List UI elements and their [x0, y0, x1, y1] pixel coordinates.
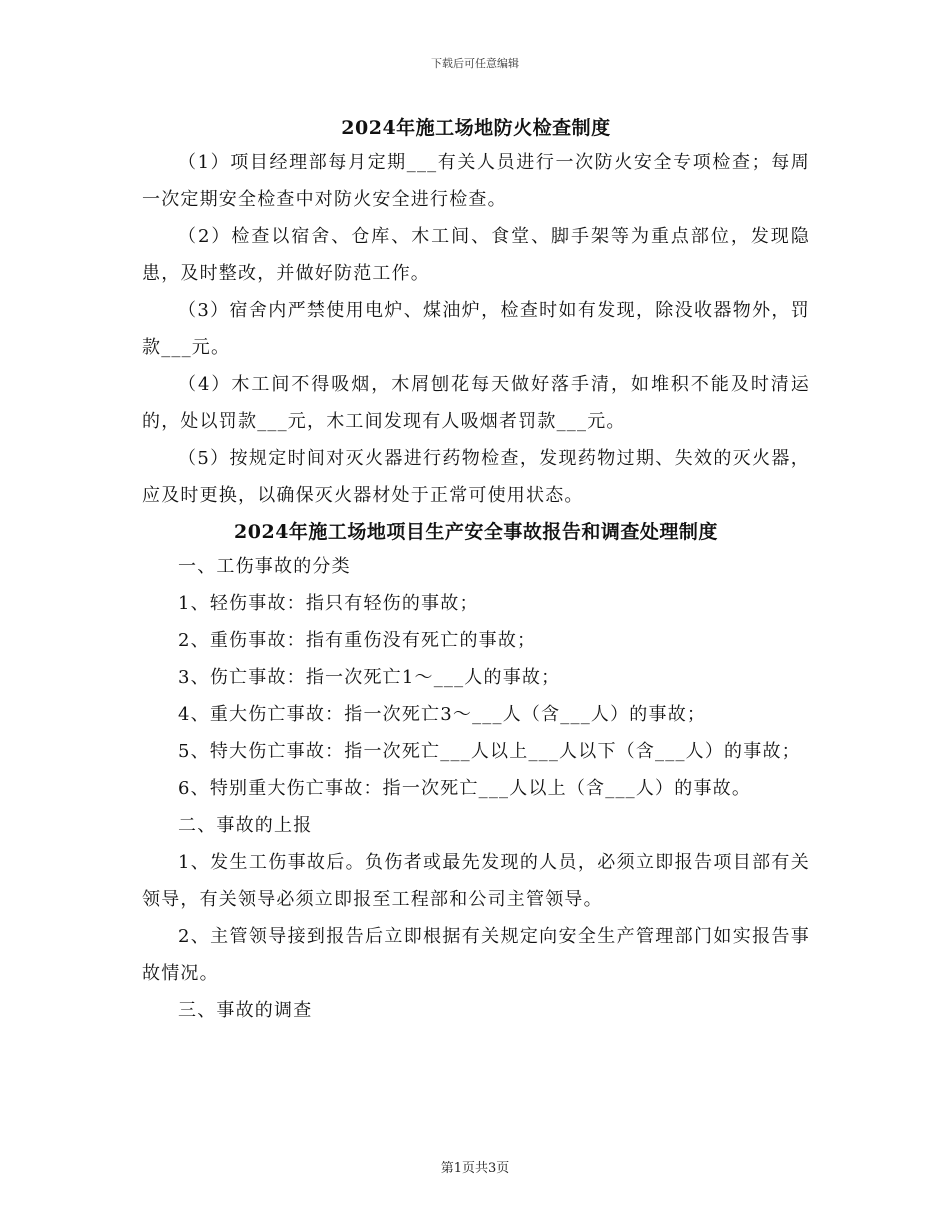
- section-1-paragraph: （2）检查以宿舍、仓库、木工间、食堂、脚手架等为重点部位，发现隐患，及时整改，并做好防范工作。: [142, 226, 810, 284]
- section-2-paragraph: 3、伤亡事故：指一次死亡1～___人的事故；: [178, 667, 561, 688]
- section-2-paragraph: 2、重伤事故：指有重伤没有死亡的事故；: [178, 630, 537, 651]
- section-1-paragraph: （1）项目经理部每月定期___有关人员进行一次防火安全专项检查；每周一次定期安全检查中对防火安全进行检查。: [142, 152, 810, 210]
- page-footer: 第1页共3页: [440, 1161, 510, 1176]
- section-1-paragraph: （3）宿舍内严禁使用电炉、煤油炉，检查时如有发现，除没收器物外，罚款___元。: [142, 300, 810, 358]
- document-body: [142, 112, 810, 1029]
- page-header: 下载后可任意编辑: [431, 57, 519, 70]
- section-2-heading: 二、事故的上报: [178, 815, 313, 836]
- section-2-paragraph: 2、主管领导接到报告后立即根据有关规定向安全生产管理部门如实报告事故情况。: [142, 926, 810, 984]
- section-2-paragraph: 5、特大伤亡事故：指一次死亡___人以上___人以下（含___人）的事故；: [178, 741, 801, 762]
- section-2-heading: 三、事故的调查: [178, 1000, 313, 1021]
- section-1-paragraph: （5）按规定时间对灭火器进行药物检查，发现药物过期、失效的灭火器，应及时更换，以确保灭火器材处于正常可使用状态。: [142, 448, 810, 506]
- section-2-paragraph: 1、轻伤事故：指只有轻伤的事故；: [178, 593, 479, 614]
- section-2-heading: 一、工伤事故的分类: [178, 556, 351, 577]
- section-2-title: 2024年施工场地项目生产安全事故报告和调查处理制度: [234, 521, 718, 543]
- section-1-paragraph: （4）木工间不得吸烟，木屑刨花每天做好落手清，如堆积不能及时清运的，处以罚款___元，木工间发现有人吸烟者罚款___元。: [142, 374, 810, 432]
- section-2-paragraph: 4、重大伤亡事故：指一次死亡3～___人（含___人）的事故；: [178, 704, 707, 725]
- section-1-title: 2024年施工场地防火检查制度: [341, 117, 611, 139]
- section-2-paragraph: 6、特别重大伤亡事故：指一次死亡___人以上（含___人）的事故。: [178, 778, 752, 799]
- section-2-paragraph: 1、发生工伤事故后。负伤者或最先发现的人员，必须立即报告项目部有关领导，有关领导必须立即报至工程部和公司主管领导。: [142, 852, 810, 910]
